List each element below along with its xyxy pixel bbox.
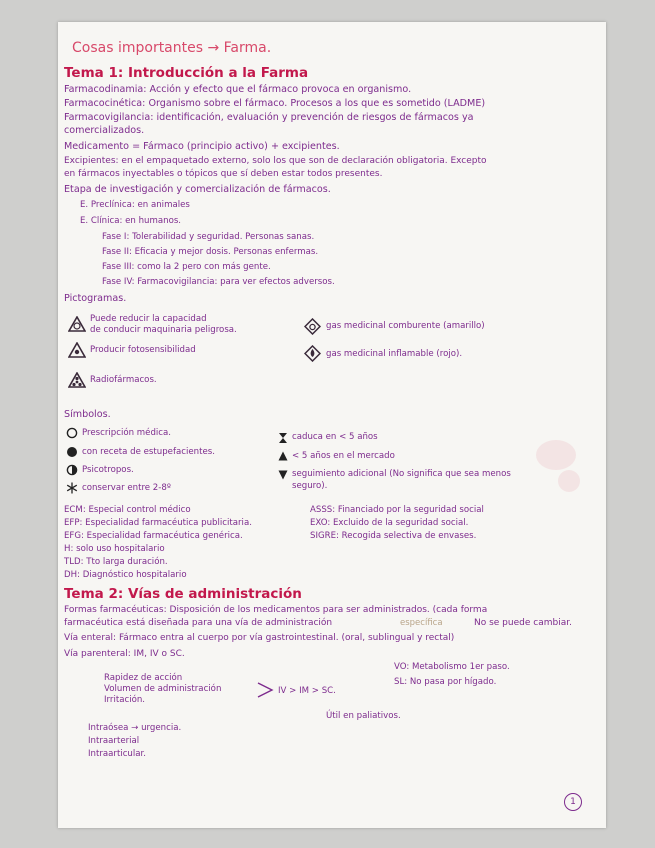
ink-stain	[558, 470, 580, 492]
symbol-label: Prescripción médica.	[82, 428, 172, 438]
abbreviation-line: EXO: Excluido de la seguridad social.	[310, 518, 469, 528]
text-line: Excipientes: en el empaquetado externo, solo los que son de declaración obligatoria. Excepto	[64, 156, 487, 166]
pictogram-label: Producir fotosensibilidad	[90, 345, 196, 355]
symbol-label: Psicotropos.	[82, 465, 134, 475]
symbol-label: con receta de estupefacientes.	[82, 447, 215, 457]
text-line: Formas farmacéuticas: Disposición de los medicamentos para ser administrados. (cada forma	[64, 605, 488, 615]
oxidizing-gas-icon	[304, 318, 321, 335]
page-number: 1	[564, 793, 582, 811]
symbol-label: seguro).	[292, 481, 328, 491]
driving-warning-icon	[68, 316, 86, 332]
abbreviation-line: EFP: Especialidad farmacéutica publicitaria.	[64, 518, 252, 528]
factor-item: Irritación.	[104, 695, 146, 705]
route-ranking: IV > IM > SC.	[278, 686, 336, 696]
pictogram-label: Puede reducir la capacidad	[90, 314, 207, 324]
symbol-label: seguimiento adicional (No significa que sea menos	[292, 469, 511, 479]
text-line: en fármacos inyectables o tópicos que sí deben estar todos presentes.	[64, 169, 383, 179]
route-item: Intraarticular.	[88, 749, 147, 759]
pictogram-label: Radiofármacos.	[90, 375, 157, 385]
text-line: Fase IV: Farmacovigilancia: para ver efectos adversos.	[102, 277, 335, 287]
abbreviation-line: ASSS: Financiado por la seguridad social	[310, 505, 484, 515]
text-line: Fase III: como la 2 pero con más gente.	[102, 262, 271, 272]
text-line: comercializados.	[64, 125, 145, 136]
tema2-heading: Tema 2: Vías de administración	[64, 586, 302, 602]
snowflake-icon	[66, 482, 78, 494]
narcotic-circle-icon	[66, 446, 78, 458]
hourglass-icon	[278, 432, 288, 444]
text-line: Etapa de investigación y comercialización de fármacos.	[64, 184, 331, 195]
abbreviation-line: SIGRE: Recogida selectiva de envases.	[310, 531, 477, 541]
pictogram-label: gas medicinal comburente (amarillo)	[326, 321, 485, 331]
arrow-right-icon	[256, 680, 276, 700]
text-line: Farmacovigilancia: identificación, evaluación y prevención de riesgos de fármacos ya	[64, 112, 474, 123]
text-line: Útil en paliativos.	[326, 711, 401, 721]
radiation-icon	[68, 372, 86, 388]
text-line: farmacéutica está diseñada para una vía de administración	[64, 618, 333, 628]
text-line: E. Preclínica: en animales	[80, 200, 190, 210]
abbreviation-line: DH: Diagnóstico hospitalario	[64, 570, 187, 580]
text-line: Medicamento = Fármaco (principio activo) + excipientes.	[64, 141, 340, 152]
flammable-gas-icon	[304, 345, 321, 362]
prescription-circle-icon	[66, 427, 78, 439]
route-item: Intraarterial	[88, 736, 140, 746]
photosensitivity-icon	[68, 342, 86, 358]
text-line: SL: No pasa por hígado.	[394, 677, 497, 687]
notebook-page	[58, 22, 606, 828]
symbol-label: conservar entre 2-8º	[82, 483, 171, 493]
abbreviation-line: ECM: Especial control médico	[64, 505, 191, 515]
symbol-label: < 5 años en el mercado	[292, 451, 395, 461]
factor-item: Volumen de administración	[104, 684, 222, 694]
tema1-heading: Tema 1: Introducción a la Farma	[64, 65, 309, 81]
text-line: Fase I: Tolerabilidad y seguridad. Personas sanas.	[102, 232, 315, 242]
route-item: Intraósea → urgencia.	[88, 723, 182, 733]
text-line: VO: Metabolismo 1er paso.	[394, 662, 510, 672]
text-line: No se puede cambiar.	[474, 618, 572, 628]
highlighted-word: específica	[400, 618, 443, 628]
abbreviation-line: EFG: Especialidad farmacéutica genérica.	[64, 531, 243, 541]
factor-item: Rapidez de acción	[104, 673, 183, 683]
text-line: E. Clínica: en humanos.	[80, 216, 182, 226]
abbreviation-line: TLD: Tto larga duración.	[64, 557, 168, 567]
abbreviation-line: H: solo uso hospitalario	[64, 544, 165, 554]
simbolos-heading: Símbolos.	[64, 409, 111, 420]
triangle-down-icon	[278, 470, 288, 480]
symbol-label: caduca en < 5 años	[292, 432, 378, 442]
pictogram-label: gas medicinal inflamable (rojo).	[326, 349, 463, 359]
triangle-up-icon	[278, 451, 288, 461]
text-line: Farmacocinética: Organismo sobre el fármaco. Procesos a los que es sometido (LADME)	[64, 98, 486, 109]
text-line: Fase II: Eficacia y mejor dosis. Personas enfermas.	[102, 247, 319, 257]
text-line: Vía parenteral: IM, IV o SC.	[64, 649, 185, 659]
pictogram-label: de conducir maquinaria peligrosa.	[90, 325, 237, 335]
text-line: Farmacodinamia: Acción y efecto que el fármaco provoca en organismo.	[64, 84, 412, 95]
page-title: Cosas importantes → Farma.	[72, 40, 272, 56]
ink-stain	[536, 440, 576, 470]
pictogramas-heading: Pictogramas.	[64, 293, 127, 304]
psychotropic-circle-icon	[66, 464, 78, 476]
text-line: Vía enteral: Fármaco entra al cuerpo por vía gastrointestinal. (oral, sublingual y rectal)	[64, 633, 455, 643]
